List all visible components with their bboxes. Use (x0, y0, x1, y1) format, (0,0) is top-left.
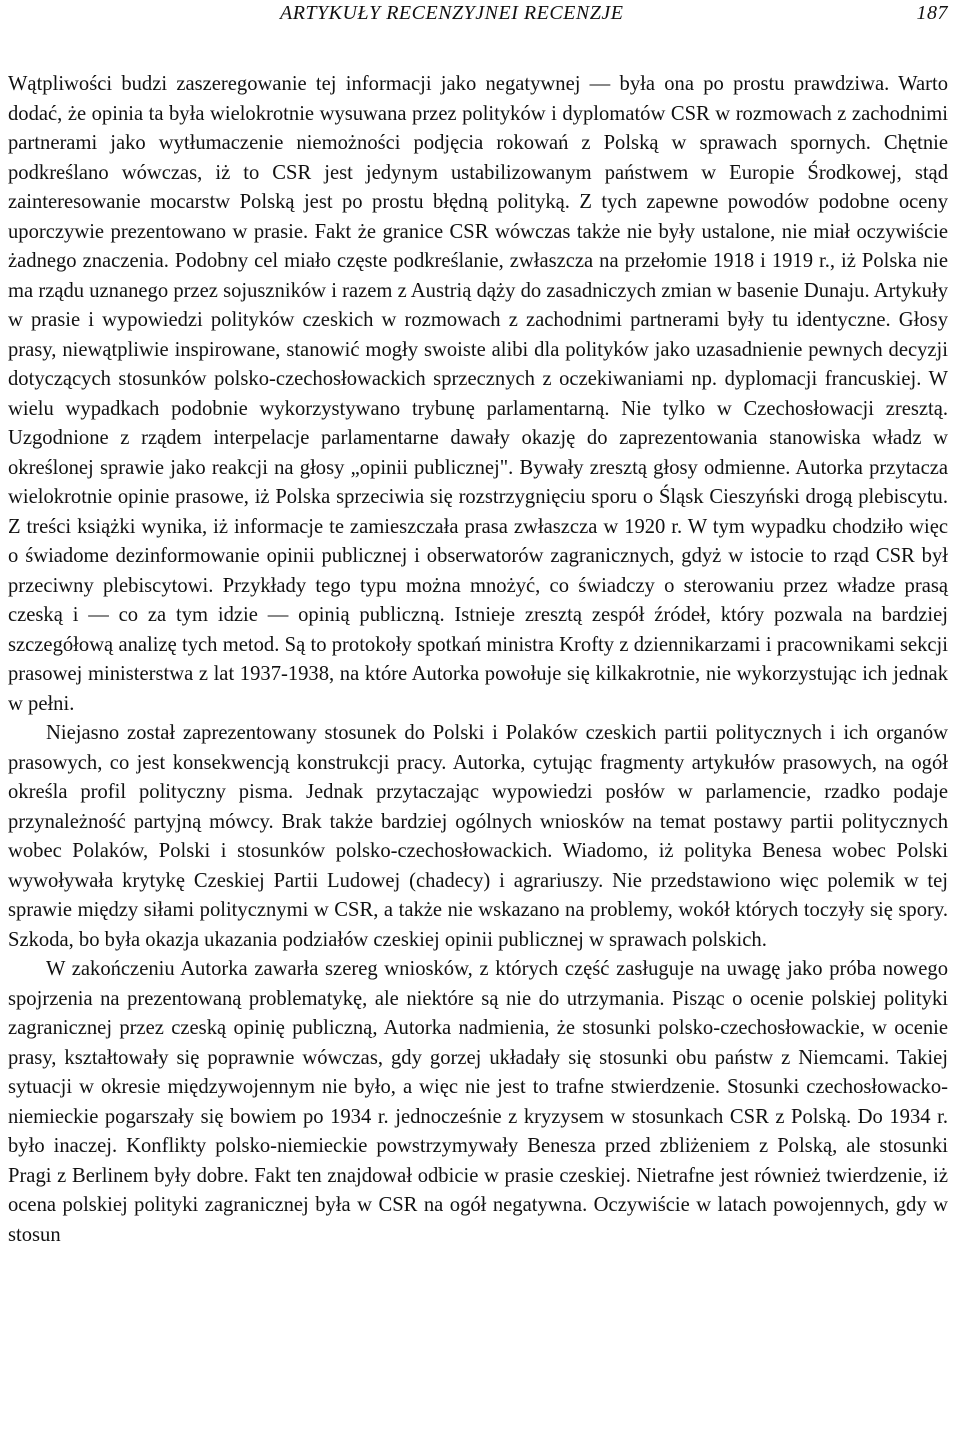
page-number: 187 (916, 2, 948, 24)
paragraph: W zakończeniu Autorka zawarła szereg wniosków, z których część zasługuje na uwagę jako próba nowego spojrzenia na prezentowaną problematykę, ale niektóre są nie do utrzymania. Pisząc o ocenie polskiej polityki zagranicznej przez czeską opinię publiczną, Autorka nadmienia, że stosunki polsko-czechosłowackie, w ocenie prasy, kształtowały się poprawnie wówczas, gdy gorzej układały się stosunki obu państw z Niemcami. Takiej sytuacji w okresie międzywojennym nie było, a więc nie jest to trafne stwierdzenie. Stosunki czechosłowacko-niemieckie pogarszały się bowiem po 1934 r. jednocześnie z kryzysem w stosunkach CSR z Polską. Do 1934 r. było inaczej. Konflikty polsko-niemieckie powstrzymywały Benesza przed zbliżeniem z Polską, ale stosunki Pragi z Berlinem były dobre. Fakt ten znajdował odbicie w prasie czeskiej. Nietrafne jest również twierdzenie, iż ocena polskiej polityki zagranicznej była w CSR na ogół negatywna. Oczywiście w latach powojennych, gdy w stosun (8, 958, 948, 1246)
running-head-title: ARTYKUŁY RECENZYJNEI RECENZJE (280, 2, 624, 24)
running-head (8, 2, 948, 30)
page (8, 0, 948, 1430)
paragraph: Wątpliwości budzi zaszeregowanie tej informacji jako negatywnej — była ona po prostu prawdziwa. Warto dodać, że opinia ta była wielokrotnie wysuwana przez polityków i dyplomatów CSR w rozmowach z zachodnimi partnerami jako wytłumaczenie niemożności podjęcia rokowań z Polską w sprawach spornych. Chętnie podkreślano wówczas, iż to CSR jest jedynym ustabilizowanym państwem w Europie Środkowej, stąd zainteresowanie mocarstw Polską jest po prostu błędną polityką. Z tych zapewne powodów podobne oceny uporczywie prezentowano w prasie. Fakt że granice CSR wówczas także nie były ustalone, nie miał oczywiście żadnego znaczenia. Podobny cel miało częste podkreślanie, zwłaszcza na przełomie 1918 i 1919 r., iż Polska nie ma rządu uznanego przez sojuszników i razem z Austrią dąży do zasadniczych zmian w basenie Dunaju. Artykuły w prasie i wypowiedzi polityków czeskich w rozmowach z zachodnimi partnerami były tu identyczne. Głosy prasy, niewątpliwie inspirowane, stanowić mogły swoiste alibi dla polityków jako uzasadnienie pewnych decyzji dotyczących stosunków polsko-czechosłowackich sprzecznych z oczekiwaniami np. dyplomacji francuskiej. W wielu wypadkach podobnie wykorzystywano trybunę parlamentarną. Nie tylko w Czechosłowacji zresztą. Uzgodnione z rządem interpelacje parlamentarne dawały okazję do zaprezentowania stanowiska władz w określonej sprawie jako reakcji na głosy „opinii publicznej". Bywały zresztą głosy odmienne. Autorka przytacza wielokrotnie opinie prasowe, iż Polska sprzeciwia się rozstrzygnięciu sporu o Śląsk Cieszyński drogą plebiscytu. Z treści książki wynika, iż informacje te zamieszczała prasa zwłaszcza w 1920 r. W tym wypadku chodziło więc o świadome dezinformowanie opinii publicznej i obserwatorów zagranicznych, gdyż w istocie to rząd CSR był przeciwny plebiscytowi. Przykłady tego typu można mnożyć, co świadczy o sterowaniu przez władze prasą czeską i — co za tym idzie — opinią publiczną. Istnieje zresztą zespół źródeł, który pozwala na bardziej szczegółową analizę tych metod. Są to protokoły spotkań ministra Krofty z dziennikarzami i pracownikami sekcji prasowej ministerstwa z lat 1937-1938, na które Autorka powołuje się kilkakrotnie, nie wykorzystując ich jednak w pełni. (8, 73, 948, 715)
paragraph: Niejasno został zaprezentowany stosunek do Polski i Polaków czeskich partii politycznych i ich organów prasowych, co jest konsekwencją konstrukcji pracy. Autorka, cytując fragmenty artykułów prasowych, na ogół określa profil polityczny pisma. Jednak przytaczając wypowiedzi posłów w parlamencie, rzadko podaje przynależność partyjną mówcy. Brak także bardziej ogólnych wniosków na temat postawy partii politycznych wobec Polaków, Polski i stosunków polsko-czechosłowackich. Wiadomo, iż polityka Benesa wobec Polski wywoływała krytykę Czeskiej Partii Ludowej (chadecy) i agrariuszy. Nie przedstawiono więc polemik w tej sprawie między siłami politycznymi w CSR, a także nie wskazano na problemy, wokół których toczyły się spory. Szkoda, bo była okazja ukazania podziałów czeskiej opinii publicznej w sprawach polskich. (8, 722, 948, 951)
article-body (8, 70, 948, 1250)
